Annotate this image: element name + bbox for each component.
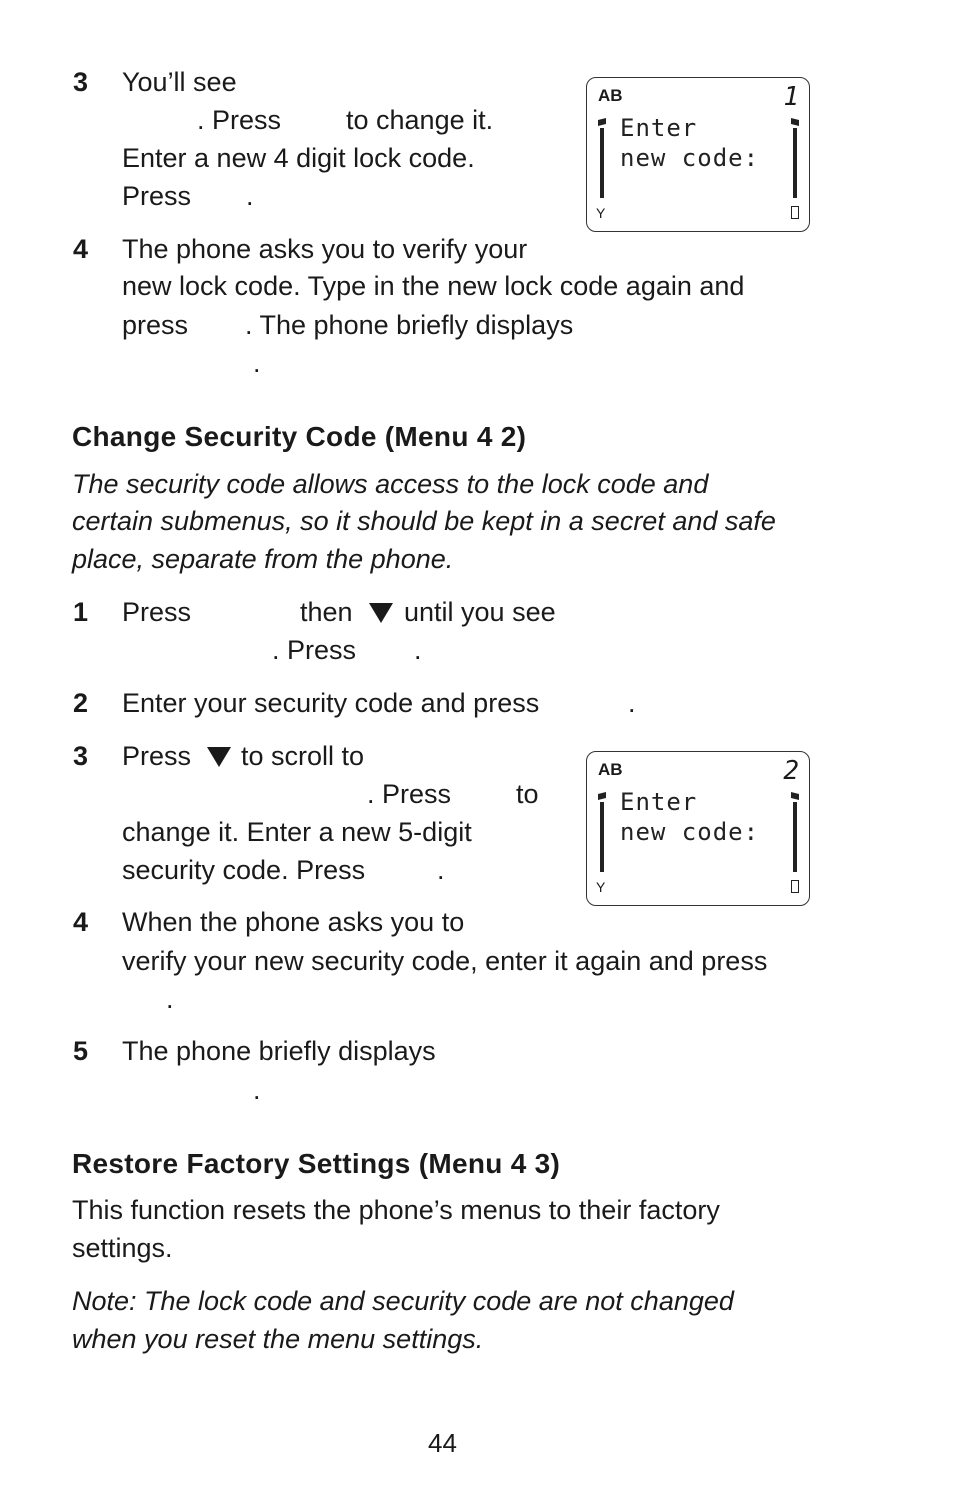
step-text: .: [414, 635, 422, 665]
step-number: 5: [73, 1036, 89, 1066]
step-text: .: [246, 181, 254, 211]
step-text: .: [628, 688, 636, 718]
section-heading-restore-factory-settings: Restore Factory Settings (Menu 4 3): [72, 1148, 561, 1179]
body-line: This function resets the phone’s menus to their factory: [72, 1195, 720, 1225]
step-number: 4: [73, 234, 89, 264]
battery-icon: [791, 206, 799, 219]
step-number: 3: [73, 67, 89, 97]
ab-indicator: AB: [598, 760, 623, 779]
step-text: until you see: [404, 597, 556, 627]
step-text: verify your new security code, enter it again and press: [122, 946, 768, 976]
step-text: Press: [122, 181, 192, 211]
battery-icon: [791, 880, 799, 893]
step-text: The phone briefly displays: [122, 1036, 436, 1066]
section-heading-change-security-code: Change Security Code (Menu 4 2): [72, 421, 527, 452]
step-text: to scroll to: [241, 741, 365, 771]
step-text: .: [166, 984, 174, 1014]
step-number: 1: [73, 597, 89, 627]
intro-line: certain submenus, so it should be kept in a secret and safe: [72, 506, 776, 536]
display-line-1: Enter: [620, 114, 698, 142]
down-arrow-icon: [207, 747, 231, 767]
note-line: Note: The lock code and security code are not changed: [72, 1286, 734, 1316]
step-text: When the phone asks you to: [122, 907, 465, 937]
step-text: then: [300, 597, 353, 627]
page-number: 44: [428, 1428, 457, 1458]
body-line: settings.: [72, 1233, 173, 1263]
step-text: Enter your security code and press: [122, 688, 540, 718]
step-text: . The phone briefly displays: [245, 310, 574, 340]
display-line-1: Enter: [620, 788, 698, 816]
step-text: You’ll see: [122, 67, 237, 97]
step-text: . Press: [367, 779, 452, 809]
step-text: change it. Enter a new 5-digit: [122, 817, 472, 847]
antenna-icon: Y: [596, 879, 606, 895]
step-text: Enter a new 4 digit lock code.: [122, 143, 475, 173]
step-text: .: [437, 855, 445, 885]
step-text: .: [253, 348, 261, 378]
step-text: to change it.: [346, 105, 494, 135]
step-text: security code. Press: [122, 855, 366, 885]
step-text: . Press: [272, 635, 357, 665]
signal-bar-icon: [598, 792, 606, 872]
step-text: Press: [122, 597, 192, 627]
menu-indicator: 2: [783, 756, 799, 786]
step-text: Press: [122, 741, 192, 771]
phone-display-lock-code: [586, 77, 810, 232]
signal-bar-icon: [598, 118, 606, 198]
step-number: 4: [73, 907, 89, 937]
menu-indicator: 1: [783, 82, 799, 112]
battery-bar-icon: [791, 792, 799, 872]
antenna-icon: Y: [596, 205, 606, 221]
intro-line: The security code allows access to the lock code and: [72, 469, 709, 499]
step-text: new lock code. Type in the new lock code again and: [122, 271, 745, 301]
step-text: press: [122, 310, 189, 340]
down-arrow-icon: [369, 603, 393, 623]
step-text: . Press: [197, 105, 282, 135]
step-text: to: [516, 779, 539, 809]
step-number: 2: [73, 688, 89, 718]
display-line-2: new code:: [620, 818, 760, 846]
note-line: when you reset the menu settings.: [72, 1324, 484, 1354]
step-number: 3: [73, 741, 89, 771]
step-text: The phone asks you to verify your: [122, 234, 528, 264]
battery-bar-icon: [791, 118, 799, 198]
ab-indicator: AB: [598, 86, 623, 105]
display-line-2: new code:: [620, 144, 760, 172]
step-text: .: [253, 1075, 261, 1105]
phone-display-security-code: [586, 751, 810, 906]
intro-line: place, separate from the phone.: [72, 544, 454, 574]
